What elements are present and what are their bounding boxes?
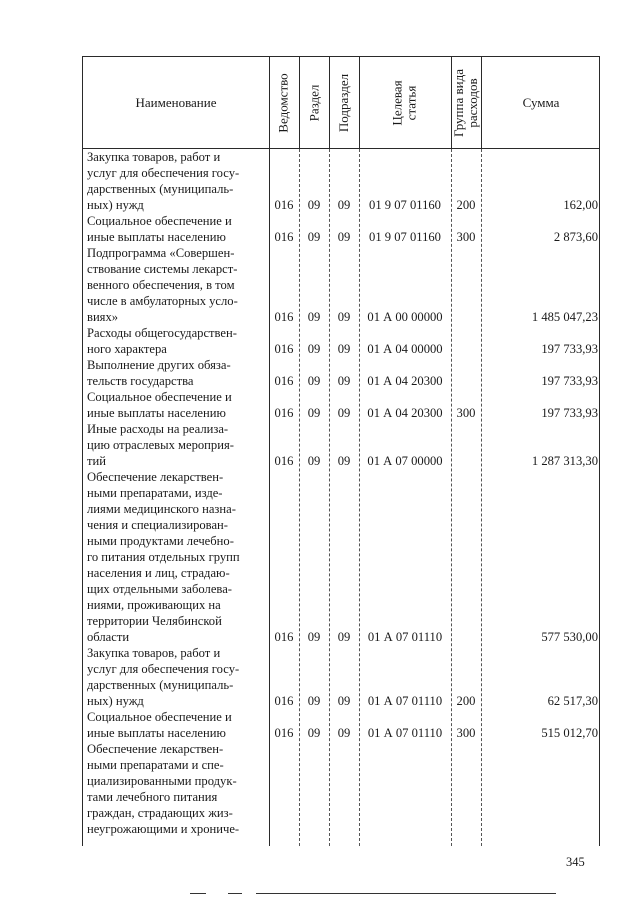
cell-summa: 197 733,93 <box>541 406 598 420</box>
row-name <box>87 421 265 469</box>
row-name-line: цию отраслевых мероприя- <box>87 438 234 452</box>
row-name-line: граждан, страдающих жиз- <box>87 806 233 820</box>
table-row <box>83 213 599 245</box>
cell-vedomstvo: 016 <box>274 726 294 740</box>
row-name-line: Социальное обеспечение и <box>87 710 232 724</box>
row-name-line: тельств государства <box>87 374 194 388</box>
row-name-line: лиями медицинского назна- <box>87 502 236 516</box>
cell-vedomstvo: 016 <box>274 198 294 212</box>
row-name-line: неугрожающими и хрониче- <box>87 822 240 836</box>
row-name-line: венного обеспечения, в том <box>87 278 235 292</box>
col-divider <box>451 57 452 149</box>
cell-razdel: 09 <box>307 310 321 324</box>
cell-celevaya: 01 9 07 01160 <box>369 230 441 244</box>
row-name-line: услуг для обеспечения госу- <box>87 662 240 676</box>
row-name-line: ствование системы лекарст- <box>87 262 238 276</box>
cell-vedomstvo: 016 <box>274 630 294 644</box>
row-name-line: ных) нужд <box>87 198 144 212</box>
footer-rule <box>256 893 556 894</box>
col-divider <box>359 57 360 149</box>
row-name-line: области <box>87 630 130 644</box>
row-name <box>87 741 265 837</box>
cell-vedomstvo: 016 <box>274 694 294 708</box>
table-row <box>83 325 599 357</box>
cell-celevaya: 01 А 07 00000 <box>367 454 443 468</box>
row-name-line: Обеспечение лекарствен- <box>87 470 224 484</box>
cell-podrazdel: 09 <box>337 310 351 324</box>
row-name-line: населения и лиц, страдаю- <box>87 566 230 580</box>
row-name-line: Закупка товаров, работ и <box>87 150 221 164</box>
row-name-line: циализированными продук- <box>87 774 237 788</box>
cell-summa: 1 485 047,23 <box>531 310 598 324</box>
cell-summa: 2 873,60 <box>553 230 598 244</box>
page-number: 345 <box>566 855 585 869</box>
row-name-line: ными препаратами, изде- <box>87 486 223 500</box>
header-name: Наименование <box>135 95 217 110</box>
row-name-line: иные выплаты населению <box>87 406 226 420</box>
cell-gruppa: 300 <box>456 406 476 420</box>
cell-celevaya: 01 А 04 00000 <box>367 342 443 356</box>
row-name <box>87 357 265 389</box>
row-name-line: территории Челябинской <box>87 614 222 628</box>
cell-celevaya: 01 А 00 00000 <box>367 310 443 324</box>
row-name-line: ниями, проживающих на <box>87 598 221 612</box>
table-row <box>83 469 599 645</box>
cell-vedomstvo: 016 <box>274 374 294 388</box>
row-name-line: виях» <box>87 310 119 324</box>
row-name-line: ными препаратами и спе- <box>87 758 224 772</box>
cell-podrazdel: 09 <box>337 230 351 244</box>
row-name-line: ными продуктами лечебно- <box>87 534 234 548</box>
cell-celevaya: 01 А 04 20300 <box>367 406 443 420</box>
row-name-line: ных) нужд <box>87 694 144 708</box>
row-name-line: иные выплаты населению <box>87 726 226 740</box>
row-name-line: числе в амбулаторных усло- <box>87 294 238 308</box>
row-name <box>87 149 265 213</box>
cell-razdel: 09 <box>307 230 321 244</box>
header-vedomstvo: Ведомство <box>276 73 291 133</box>
cell-celevaya: 01 А 07 01110 <box>367 726 443 740</box>
col-divider <box>299 57 300 149</box>
table-row <box>83 357 599 389</box>
row-name-line: Иные расходы на реализа- <box>87 422 229 436</box>
cell-summa: 62 517,30 <box>547 694 598 708</box>
cell-podrazdel: 09 <box>337 694 351 708</box>
row-name-line: Социальное обеспечение и <box>87 214 232 228</box>
header-razdel: Раздел <box>306 84 321 122</box>
row-name-line: Социальное обеспечение и <box>87 390 232 404</box>
col-divider <box>481 57 482 149</box>
cell-summa: 577 530,00 <box>541 630 598 644</box>
cell-gruppa: 300 <box>456 230 476 244</box>
footer-rule <box>228 893 242 894</box>
row-name-line: тий <box>87 454 106 468</box>
cell-celevaya: 01 А 07 01110 <box>367 630 443 644</box>
table-body <box>83 149 599 837</box>
table-row <box>83 741 599 837</box>
cell-gruppa: 300 <box>456 726 476 740</box>
cell-razdel: 09 <box>307 726 321 740</box>
cell-vedomstvo: 016 <box>274 310 294 324</box>
cell-razdel: 09 <box>307 374 321 388</box>
col-divider <box>329 57 330 149</box>
cell-razdel: 09 <box>307 406 321 420</box>
row-name <box>87 325 265 357</box>
cell-vedomstvo: 016 <box>274 406 294 420</box>
row-name-line: иные выплаты населению <box>87 230 226 244</box>
cell-gruppa: 200 <box>456 694 476 708</box>
row-name-line: Обеспечение лекарствен- <box>87 742 224 756</box>
row-name-line: Закупка товаров, работ и <box>87 646 221 660</box>
cell-summa: 162,00 <box>563 198 598 212</box>
table-row <box>83 245 599 325</box>
cell-podrazdel: 09 <box>337 198 351 212</box>
footer-rule <box>190 893 206 894</box>
cell-razdel: 09 <box>307 198 321 212</box>
row-name-line: Расходы общегосударствен- <box>87 326 237 340</box>
cell-podrazdel: 09 <box>337 374 351 388</box>
row-name-line: го питания отдельных групп <box>87 550 240 564</box>
row-name <box>87 213 265 245</box>
cell-summa: 1 287 313,30 <box>531 454 598 468</box>
table-row <box>83 709 599 741</box>
header-celevaya: Целевая статья <box>389 80 419 126</box>
header-podrazdel: Подраздел <box>336 73 352 133</box>
row-name-line: тами лечебного питания <box>87 790 218 804</box>
cell-razdel: 09 <box>307 342 321 356</box>
row-name-line: дарственных (муниципаль- <box>87 182 234 196</box>
cell-podrazdel: 09 <box>337 454 351 468</box>
row-name-line: ного характера <box>87 342 167 356</box>
cell-podrazdel: 09 <box>337 630 351 644</box>
cell-vedomstvo: 016 <box>274 454 294 468</box>
cell-vedomstvo: 016 <box>274 342 294 356</box>
cell-celevaya: 01 А 07 01110 <box>367 694 443 708</box>
cell-razdel: 09 <box>307 694 321 708</box>
cell-celevaya: 01 А 04 20300 <box>367 374 443 388</box>
cell-summa: 197 733,93 <box>541 342 598 356</box>
row-name-line: Выполнение других обяза- <box>87 358 231 372</box>
cell-summa: 197 733,93 <box>541 374 598 388</box>
table-header <box>83 57 599 149</box>
cell-podrazdel: 09 <box>337 726 351 740</box>
cell-podrazdel: 09 <box>337 406 351 420</box>
row-name-line: услуг для обеспечения госу- <box>87 166 240 180</box>
cell-vedomstvo: 016 <box>274 230 294 244</box>
table-row <box>83 645 599 709</box>
cell-gruppa: 200 <box>456 198 476 212</box>
cell-summa: 515 012,70 <box>541 726 598 740</box>
row-name-line: Подпрограмма «Совершен- <box>87 246 235 260</box>
header-gruppa: Группа вида расходов <box>451 69 481 137</box>
row-name-line: щих отдельными заболева- <box>87 582 232 596</box>
cell-razdel: 09 <box>307 630 321 644</box>
row-name-line: дарственных (муниципаль- <box>87 678 234 692</box>
table-row <box>83 149 599 213</box>
cell-razdel: 09 <box>307 454 321 468</box>
row-name <box>87 709 265 741</box>
row-name <box>87 645 265 709</box>
header-summa: Сумма <box>522 95 560 110</box>
cell-podrazdel: 09 <box>337 342 351 356</box>
budget-table <box>82 56 600 846</box>
row-name <box>87 389 265 421</box>
table-row <box>83 389 599 421</box>
row-name <box>87 245 265 325</box>
row-name-line: чения и специализирован- <box>87 518 228 532</box>
row-name <box>87 469 265 645</box>
table-row <box>83 421 599 469</box>
cell-celevaya: 01 9 07 01160 <box>369 198 441 212</box>
